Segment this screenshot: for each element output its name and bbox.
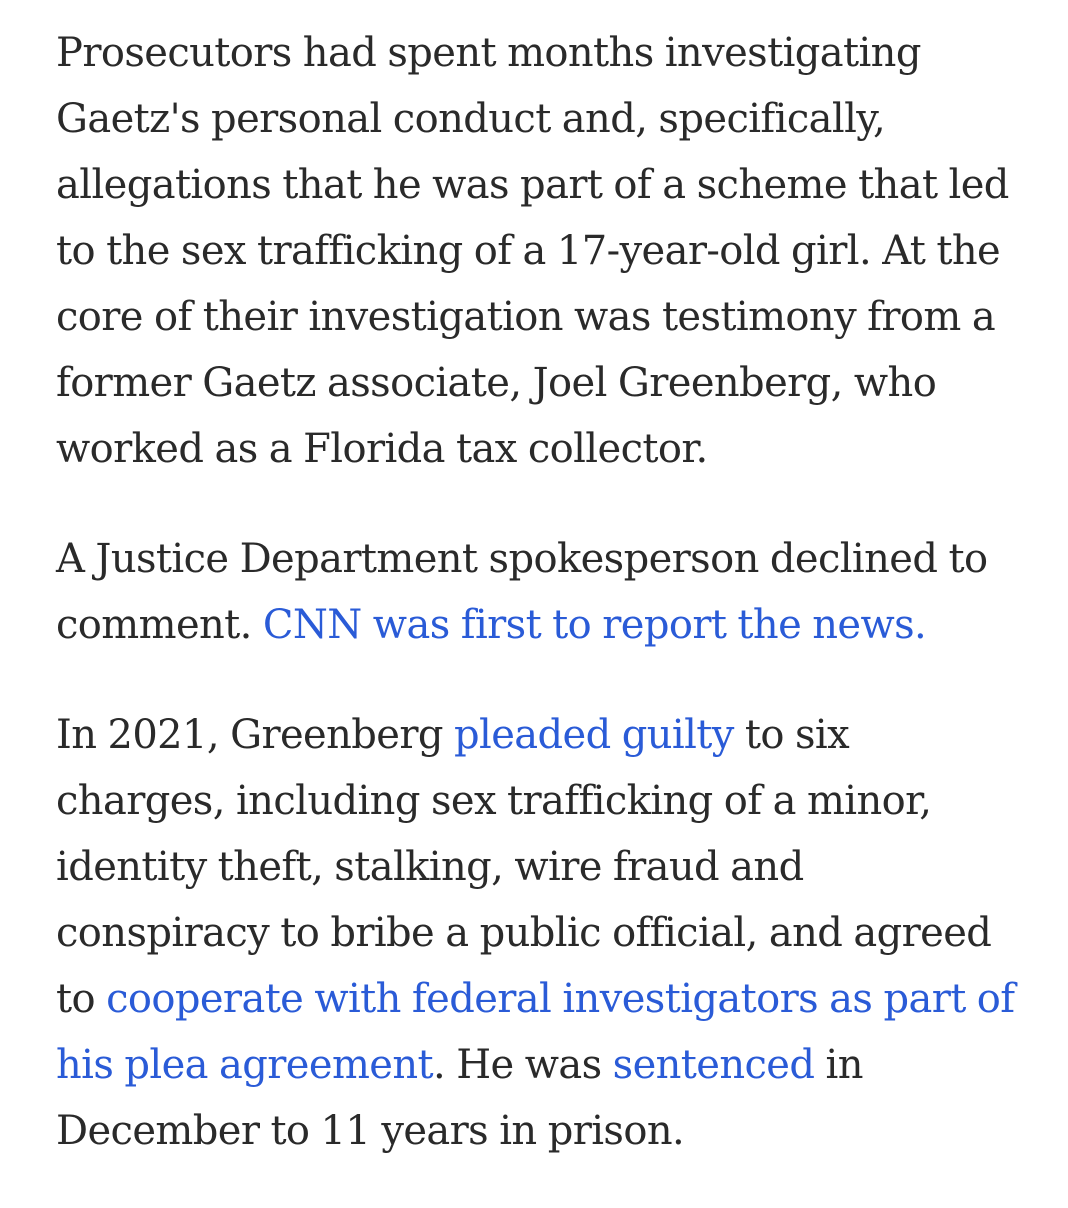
text-line [56, 900, 1046, 966]
body-text: to [56, 976, 107, 1022]
text-line [56, 218, 1046, 284]
text-line [56, 152, 1046, 218]
body-text: to the sex trafficking of a 17-year-old girl. At the [56, 228, 1001, 274]
body-text: in [814, 1042, 863, 1088]
text-line [56, 702, 1046, 768]
text-line [56, 526, 1046, 592]
inline-link[interactable]: pleaded guilty [454, 712, 734, 758]
body-text: . He was [433, 1042, 613, 1088]
text-line [56, 20, 1046, 86]
inline-link[interactable]: sentenced [612, 1042, 815, 1088]
body-text: to six [733, 712, 850, 758]
article-paragraph [56, 20, 1046, 482]
article-body [56, 20, 1046, 1208]
body-text: worked as a Florida tax collector. [56, 426, 708, 472]
body-text: Prosecutors had spent months investigating [56, 30, 921, 76]
body-text: core of their investigation was testimony from a [56, 294, 996, 340]
text-line [56, 966, 1046, 1032]
text-line [56, 592, 1046, 658]
text-line [56, 350, 1046, 416]
body-text: allegations that he was part of a scheme that led [56, 162, 1009, 208]
body-text: December to 11 years in prison. [56, 1108, 685, 1154]
inline-link[interactable]: CNN was first to report the news. [262, 602, 927, 648]
text-line [56, 1098, 1046, 1164]
body-text: identity theft, stalking, wire fraud and [56, 844, 804, 890]
text-line [56, 1032, 1046, 1098]
body-text: former Gaetz associate, Joel Greenberg, who [56, 360, 937, 406]
body-text: A Justice Department spokesperson declined to [56, 536, 988, 582]
body-text: In 2021, Greenberg [56, 712, 455, 758]
text-line [56, 416, 1046, 482]
body-text: comment. [56, 602, 263, 648]
body-text: charges, including sex trafficking of a minor, [56, 778, 932, 824]
text-line [56, 834, 1046, 900]
body-text: conspiracy to bribe a public official, and agreed [56, 910, 992, 956]
inline-link[interactable]: cooperate with federal investigators as part of [106, 976, 1015, 1022]
article-paragraph [56, 702, 1046, 1164]
article-paragraph [56, 526, 1046, 658]
body-text: Gaetz's personal conduct and, specifically, [56, 96, 886, 142]
text-line [56, 768, 1046, 834]
inline-link[interactable]: his plea agreement [56, 1042, 433, 1088]
text-line [56, 86, 1046, 152]
text-line [56, 284, 1046, 350]
